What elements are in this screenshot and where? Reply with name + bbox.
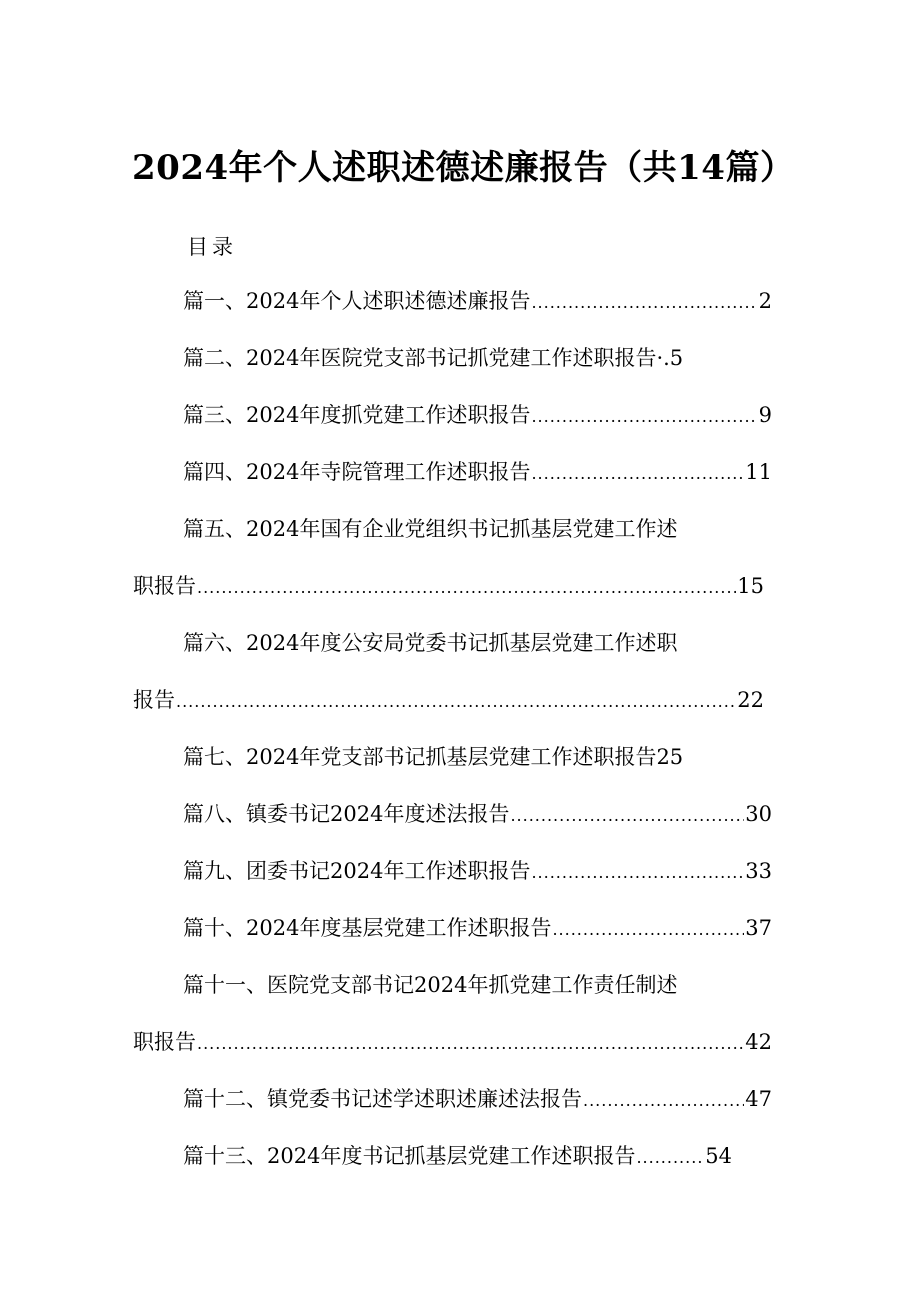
toc-entry-label-cont: 职报告 (133, 1030, 196, 1054)
toc-entry[interactable] (183, 457, 772, 489)
toc-entry-continuation[interactable] (133, 571, 764, 603)
toc-entry-label: 篇六、2024年度公安局党委书记抓基层党建工作述职 (183, 631, 678, 655)
toc-leader-dots (176, 687, 736, 717)
toc-entry[interactable] (183, 913, 772, 945)
toc-entry[interactable] (183, 742, 683, 772)
toc-leader-dots (583, 1086, 744, 1116)
toc-entry-page: 54 (705, 1144, 732, 1168)
toc-leader-dots (510, 801, 744, 831)
toc-entry[interactable] (183, 400, 772, 432)
toc-leader-dots (531, 858, 744, 888)
toc-leader-dots (197, 573, 736, 603)
toc-entry-label: 篇十、2024年度基层党建工作述职报告 (183, 916, 552, 940)
toc-entry-label: 篇十一、医院党支部书记2024年抓党建工作责任制述 (183, 973, 678, 997)
toc-entry-label: 篇八、镇委书记2024年度述法报告 (183, 802, 510, 826)
toc-entry-label-cont: 报告 (133, 688, 175, 712)
toc-entry-page: 33 (745, 859, 772, 883)
toc-entry-continuation[interactable] (133, 685, 764, 717)
toc-entry-label: 篇十二、镇党委书记述学述职述廉述法报告 (183, 1087, 582, 1111)
toc-heading: 目录 (187, 235, 237, 259)
toc-entry[interactable] (183, 628, 677, 658)
toc-entry-label: 篇三、2024年度抓党建工作述职报告 (183, 403, 531, 427)
toc-entry-label: 篇四、2024年寺院管理工作述职报告 (183, 460, 531, 484)
toc-entry-page: 22 (737, 688, 764, 712)
toc-entry[interactable] (183, 514, 677, 544)
toc-leader-dots (636, 1143, 704, 1173)
toc-entry-page: 30 (745, 802, 772, 826)
toc-entry-page: 11 (745, 460, 772, 484)
toc-leader-dots (531, 402, 757, 432)
toc-leader-dots (197, 1029, 744, 1059)
toc-entry[interactable] (183, 856, 772, 888)
toc-entry[interactable] (183, 1084, 772, 1116)
toc-entry-label: 篇五、2024年国有企业党组织书记抓基层党建工作述 (183, 517, 678, 541)
toc-entry[interactable] (183, 1141, 732, 1173)
toc-entry-label: 篇一、2024年个人述职述德述廉报告 (183, 289, 531, 313)
document-title: 2024年个人述职述德述廉报告（共14篇） (132, 148, 795, 188)
toc-entry-label: 篇七、2024年党支部书记抓基层党建工作述职报告25 (183, 745, 684, 769)
toc-entry-page: 15 (737, 574, 764, 598)
toc-entry-page: 2 (758, 289, 772, 313)
toc-entry-label: 篇九、团委书记2024年工作述职报告 (183, 859, 531, 883)
toc-entry[interactable] (183, 286, 772, 318)
toc-leader-dots (531, 288, 757, 318)
toc-entry-label-cont: 职报告 (133, 574, 196, 598)
toc-leader-dots (552, 915, 744, 945)
toc-entry-label: 篇二、2024年医院党支部书记抓党建工作述职报告·.5 (183, 346, 684, 370)
toc-entry-page: 37 (745, 916, 772, 940)
toc-leader-dots (531, 459, 744, 489)
toc-entry-continuation[interactable] (133, 1027, 772, 1059)
toc-entry-label: 篇十三、2024年度书记抓基层党建工作述职报告 (183, 1144, 636, 1168)
toc-entry-page: 42 (745, 1030, 772, 1054)
toc-entry[interactable] (183, 970, 677, 1000)
toc-entry[interactable] (183, 799, 772, 831)
toc-entry[interactable] (183, 343, 683, 373)
toc-entry-page: 9 (758, 403, 772, 427)
toc-entry-page: 47 (745, 1087, 772, 1111)
